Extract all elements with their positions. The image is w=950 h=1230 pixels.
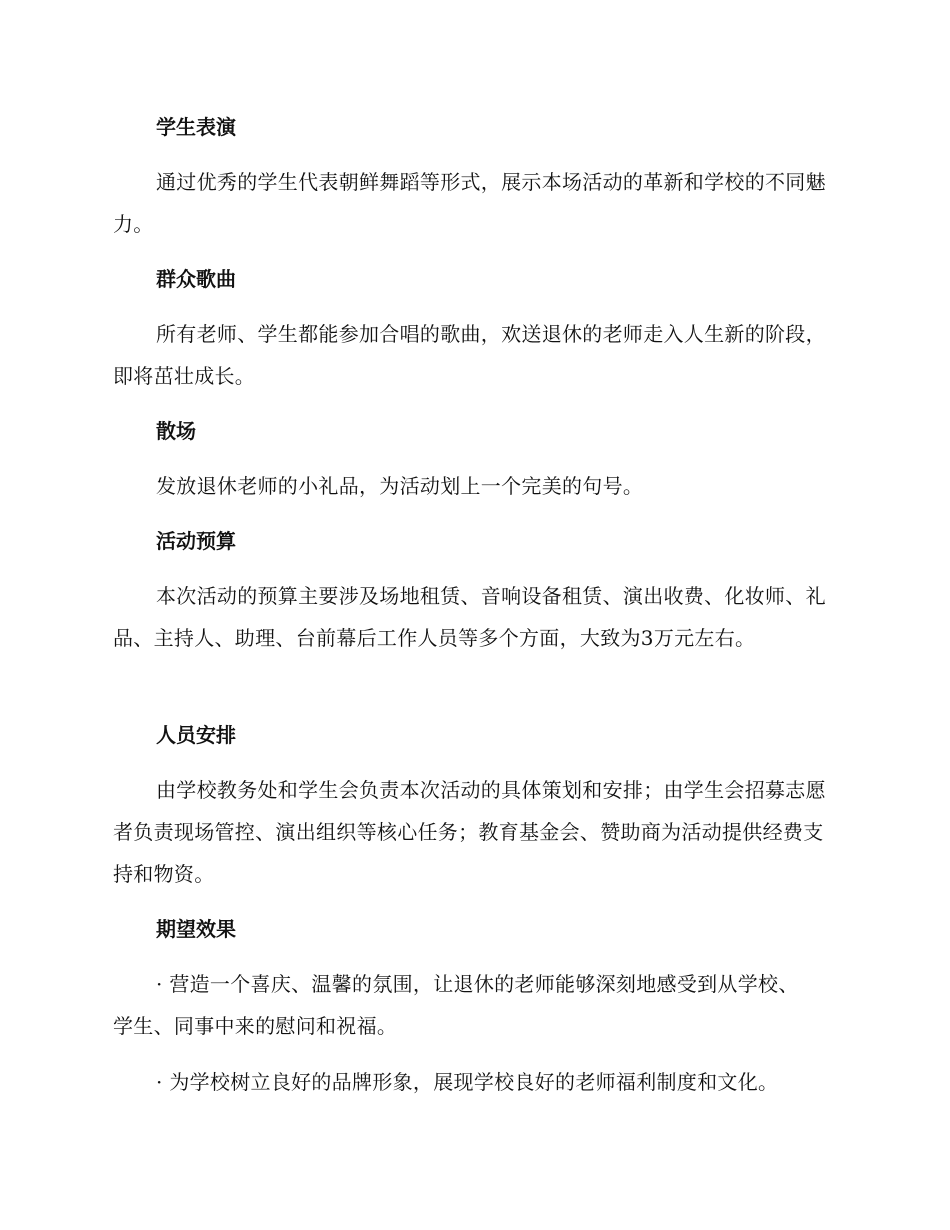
section-heading-student-performance: 学生表演 [156,115,236,139]
section-heading-group-song: 群众歌曲 [156,267,236,291]
bullet-item: · 为学校树立良好的品牌形象，展现学校良好的老师福利制度和文化。 [156,1070,779,1094]
section-heading-budget: 活动预算 [156,529,236,553]
section-paragraph: 发放退休老师的小礼品，为活动划上一个完美的句号。 [156,474,644,498]
section-paragraph: 本次活动的预算主要涉及场地租赁、音响设备租赁、演出收费、化妆师、礼品、主持人、助理、台前幕后工作人员等多个方面，大致为3万元左右。 [113,584,826,650]
section-heading-dismissal: 散场 [156,419,196,443]
section-heading-staffing: 人员安排 [156,723,236,747]
section-paragraph: 所有老师、学生都能参加合唱的歌曲，欢送退休的老师走入人生新的阶段，即将茁壮成长。 [113,322,826,388]
bullet-item: · 营造一个喜庆、温馨的氛围，让退休的老师能够深刻地感受到从学校、学生、同事中来的慰问和祝福。 [113,972,799,1038]
section-heading-expected-results: 期望效果 [156,917,236,941]
section-paragraph: 通过优秀的学生代表朝鲜舞蹈等形式，展示本场活动的革新和学校的不同魅力。 [113,170,826,236]
section-paragraph: 由学校教务处和学生会负责本次活动的具体策划和安排；由学生会招募志愿者负责现场管控、演出组织等核心任务；教育基金会、赞助商为活动提供经费支持和物资。 [113,778,826,886]
